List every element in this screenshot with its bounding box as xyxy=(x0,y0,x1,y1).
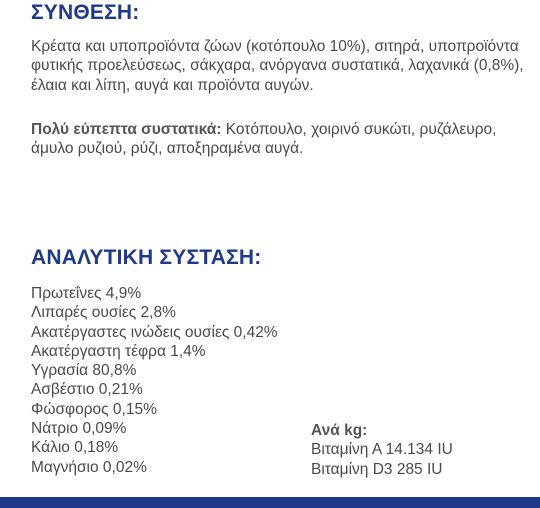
palatable-ingredients-label: Πολύ εύπεπτα συστατικά: xyxy=(31,121,222,138)
analytical-list xyxy=(31,284,278,477)
composition-heading: ΣΥΝΘΕΣΗ: xyxy=(31,1,140,24)
analytical-item: Πρωτεΐνες 4,9% xyxy=(31,285,142,302)
analytical-item: Νάτριο 0,09% xyxy=(31,420,127,438)
analytical-item: Ακατέργαστη τέφρα 1,4% xyxy=(31,342,206,360)
vitamin-item: Βιταμίνη Α 14.134 IU xyxy=(311,441,453,459)
bottom-color-bar xyxy=(0,497,540,508)
palatable-ingredients xyxy=(31,120,531,159)
analytical-item: Ακατέργαστες ινώδεις ουσίες 0,42% xyxy=(31,323,278,341)
palatable-ingredients-text: Κοτόπουλο, χοιρινό συκώτι, ρυζάλευρο, άμυλο ρυζιού, ρύζι, αποξηραμένα αυγά. xyxy=(31,121,497,158)
vitamin-item: Βιταμίνη D3 285 IU xyxy=(311,460,443,478)
analytical-item: Λιπαρές ουσίες 2,8% xyxy=(31,304,176,322)
analytical-item: Μαγνήσιο 0,02% xyxy=(31,458,147,476)
composition-text: Κρέατα και υποπροϊόντα ζώων (κοτόπουλο 10%), σιτηρά, υποπροϊόντα φυτικής προελεύσεως, σάκχαρα, ανόργανα συστατικά, λαχανικά (0,8%), έλαια και λίπη, αυγά και προϊόντα αυγών. xyxy=(31,38,524,94)
analytical-item: Υγρασία 80,8% xyxy=(31,362,137,380)
analytical-heading: ΑΝΑΛΥΤΙΚΗ ΣΥΣΤΑΣΗ: xyxy=(31,246,262,269)
vitamins-heading: Ανά kg: xyxy=(311,422,368,439)
analytical-item: Κάλιο 0,18% xyxy=(31,439,119,457)
analytical-item: Φώσφορος 0,15% xyxy=(31,400,157,418)
analytical-item: Ασβέστιο 0,21% xyxy=(31,381,143,399)
vitamins-block xyxy=(311,421,453,479)
